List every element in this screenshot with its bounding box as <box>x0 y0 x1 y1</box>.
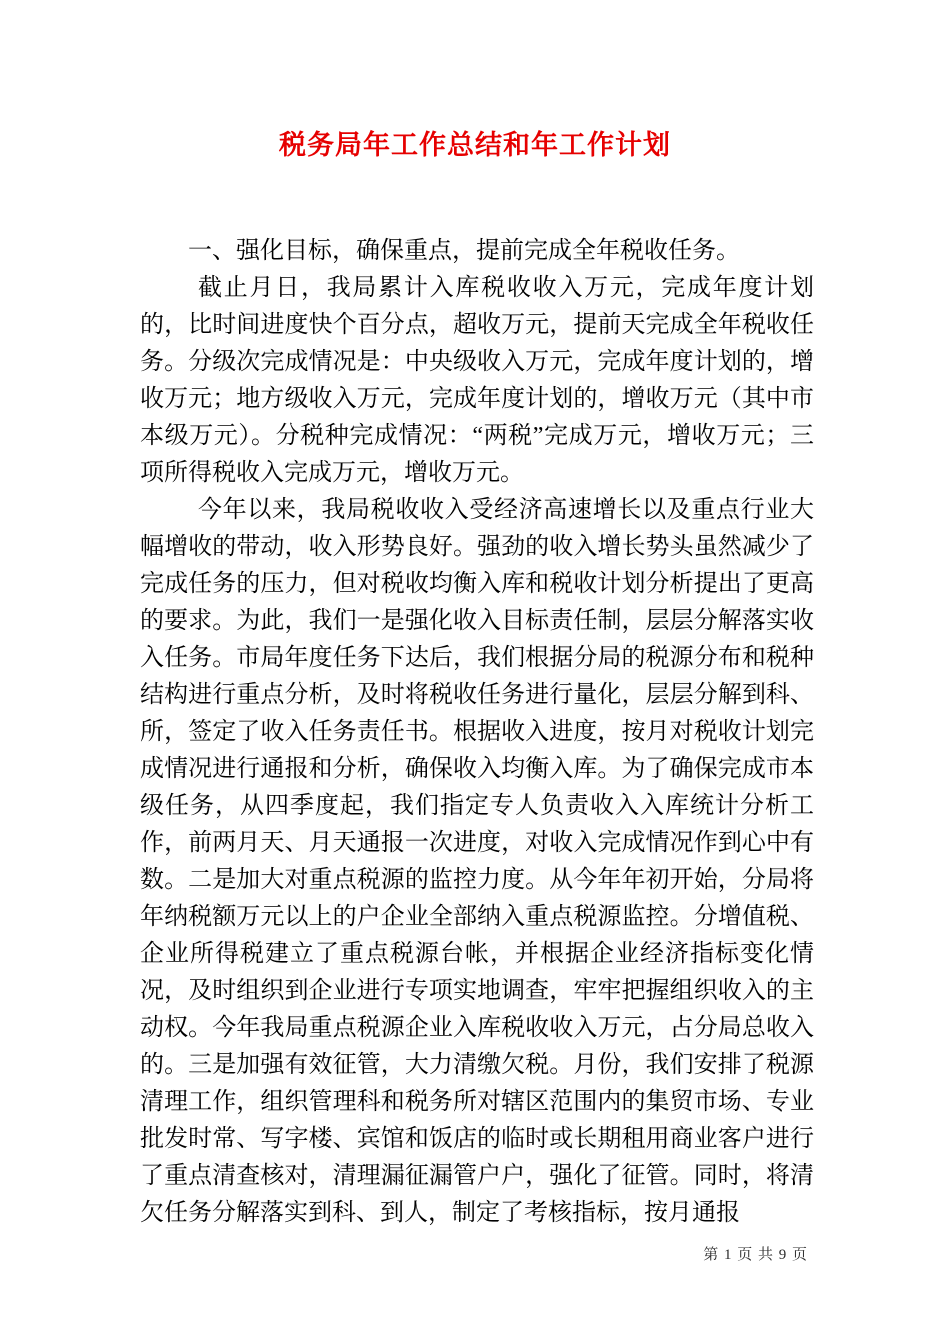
page-number-indicator: 第 1 页 共 9 页 <box>703 1247 808 1263</box>
section-heading: 一、强化目标，确保重点，提前完成全年税收任务。 <box>188 238 740 264</box>
document-body <box>140 233 814 1232</box>
paragraph-tax-revenue-completion: 截止月日，我局累计入库税收收入万元，完成年度计划的，比时间进度快个百分点，超收万元，提前天完成全年税收任务。分级次完成情况是：中央级收入万元，完成年度计划的，增收万元；地方级收入万元，完成年度计划的，增收万元（其中市本级万元）。分税种完成情况：“两税”完成万元，增收万元；三项所得税收入完成万元，增收万元。 <box>140 275 814 486</box>
document-title: 税务局年工作总结和年工作计划 <box>279 130 671 160</box>
paragraph-revenue-measures: 今年以来，我局税收收入受经济高速增长以及重点行业大幅增收的带动，收入形势良好。强劲的收入增长势头虽然减少了完成任务的压力，但对税收均衡入库和税收计划分析提出了更高的要求。为此，我们一是强化收入目标责任制，层层分解落实收入任务。市局年度任务下达后，我们根据分局的税源分布和税种结构进行重点分析，及时将税收任务进行量化，层层分解到科、所，签定了收入任务责任书。根据收入进度，按月对税收计划完成情况进行通报和分析，确保收入均衡入库。为了确保完成市本级任务，从四季度起，我们指定专人负责收入入库统计分析工作，前两月天、月天通报一次进度，对收入完成情况作到心中有数。二是加大对重点税源的监控力度。从今年年初开始，分局将年纳税额万元以上的户企业全部纳入重点税源监控。分增值税、企业所得税建立了重点税源台帐，并根据企业经济指标变化情况，及时组织到企业进行专项实地调查，牢牢把握组织收入的主动权。今年我局重点税源企业入库税收收入万元，占分局总收入的。三是加强有效征管，大力清缴欠税。月份，我们安排了税源清理工作，组织管理科和税务所对辖区范围内的集贸市场、专业批发时常、写字楼、宾馆和饭店的临时或长期租用商业客户进行了重点清查核对，清理漏征漏管户户，强化了征管。同时，将清欠任务分解落实到科、到人，制定了考核指标，按月通报 <box>140 497 814 1226</box>
